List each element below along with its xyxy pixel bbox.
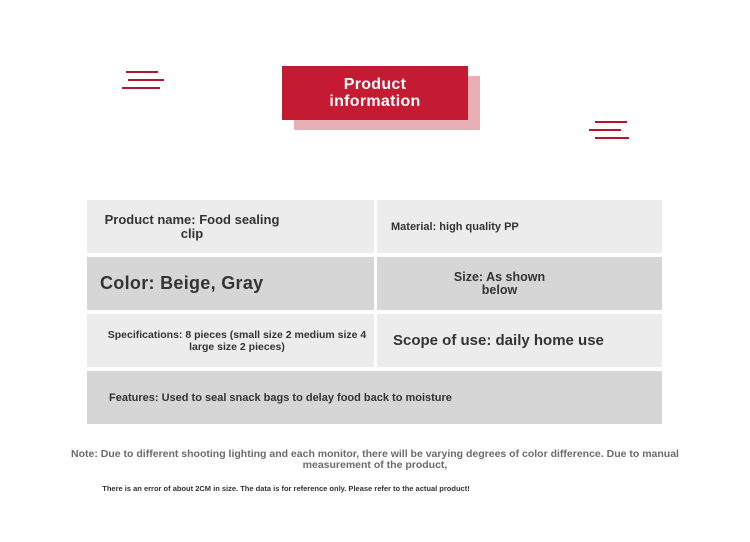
table-row <box>87 314 662 367</box>
table-row <box>87 371 662 424</box>
product-info-table <box>87 200 662 428</box>
page-title-text: Product information <box>329 76 421 110</box>
decorative-lines-icon <box>122 71 164 95</box>
table-row <box>87 257 662 310</box>
size-text: Size: As shown below <box>453 269 546 297</box>
page-title <box>282 66 468 120</box>
material-cell <box>377 200 662 253</box>
material-text: Material: high quality PP <box>391 220 519 233</box>
scope-cell <box>377 314 662 367</box>
product-name-text: Product name: Food sealing clip <box>104 211 280 241</box>
note-disclaimer: There is an error of about 2CM in size. The data is for reference only. Please refer to the actual product! <box>102 484 470 493</box>
product-name-cell <box>87 200 374 253</box>
color-text: Color: Beige, Gray <box>100 273 264 293</box>
decorative-lines-icon <box>589 121 629 145</box>
features-text: Features: Used to seal snack bags to delay food back to moisture <box>109 391 452 404</box>
title-banner <box>282 66 482 132</box>
table-row <box>87 200 662 253</box>
specifications-text: Specifications: 8 pieces (small size 2 medium size 4 large size 2 pieces) <box>107 328 367 353</box>
scope-text: Scope of use: daily home use <box>393 332 604 349</box>
color-cell <box>87 257 374 310</box>
note-text: Note: Due to different shooting lighting and each monitor, there will be varying degrees of color difference. Due to manual measurement of the product, <box>71 448 679 471</box>
features-cell <box>87 371 662 424</box>
specifications-cell <box>87 314 374 367</box>
size-cell <box>377 257 662 310</box>
